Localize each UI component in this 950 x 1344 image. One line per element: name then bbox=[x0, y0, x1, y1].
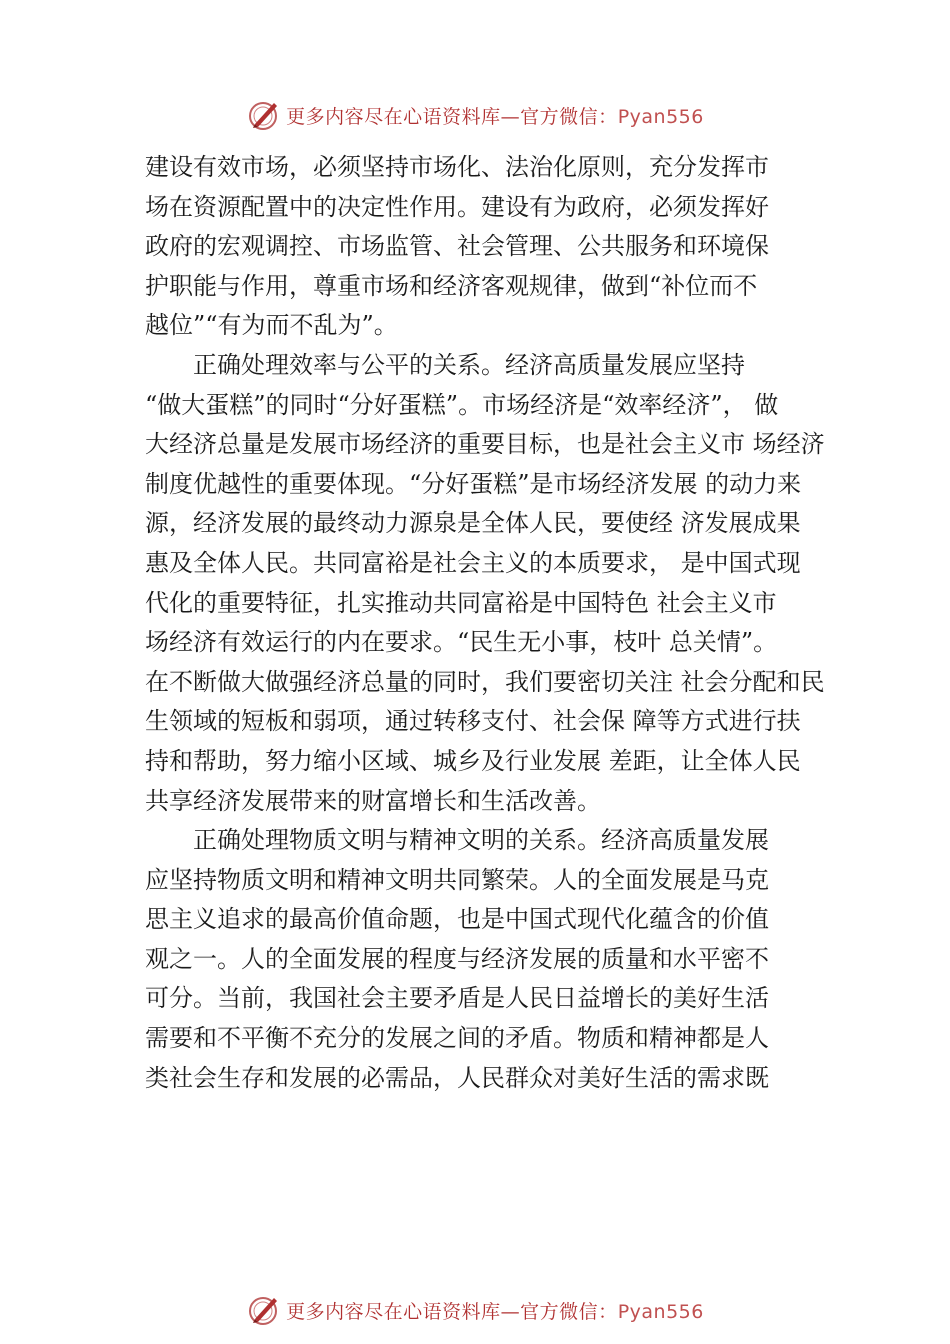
footer-banner-dash: — bbox=[500, 1300, 521, 1323]
text-line: 类社会生存和发展的必需品，人民群众对美好生活的需求既 bbox=[145, 1063, 769, 1092]
text-line: 场经济有效运行的内在要求。“民生无小事，枝叶 总关情”。 bbox=[145, 628, 778, 657]
header-banner bbox=[0, 95, 950, 135]
text-line: 建设有效市场，必须坚持市场化、法治化原则，充分发挥市 bbox=[145, 153, 769, 181]
footer-banner-main: 更多内容尽在心语资料库 bbox=[286, 1300, 501, 1323]
paragraph-heading-line: 正确处理物质文明与精神文明的关系。经济高质量发展 bbox=[193, 826, 769, 855]
text-line: 场在资源配置中的决定性作用。建设有为政府，必须发挥好 bbox=[145, 192, 769, 221]
header-banner-main: 更多内容尽在心语资料库 bbox=[286, 105, 501, 128]
text-line: 护职能与作用，尊重市场和经济客观规律，做到“补位而不 bbox=[145, 271, 758, 300]
body-text bbox=[145, 148, 835, 1098]
text-line: “做大蛋糕”的同时“分好蛋糕”。市场经济是“效率经济”， 做 bbox=[145, 390, 779, 419]
text-line: 政府的宏观调控、市场监管、社会管理、公共服务和环境保 bbox=[145, 232, 769, 261]
header-banner-wechat: 官方微信： bbox=[520, 105, 618, 128]
header-banner-id: Pyan556 bbox=[617, 105, 704, 128]
text-line: 需要和不平衡不充分的发展之间的矛盾。物质和精神都是人 bbox=[145, 1024, 769, 1053]
text-line: 持和帮助，努力缩小区域、城乡及行业发展 差距，让全体人民 bbox=[145, 746, 801, 775]
pen-logo-icon bbox=[246, 97, 282, 133]
text-line: 可分。当前，我国社会主要矛盾是人民日益增长的美好生活 bbox=[145, 984, 769, 1013]
text-line: 共享经济发展带来的财富增长和生活改善。 bbox=[145, 786, 601, 815]
text-line: 源，经济发展的最终动力源泉是全体人民，要使经 济发展成果 bbox=[145, 509, 801, 538]
text-line: 生领域的短板和弱项，通过转移支付、社会保 障等方式进行扶 bbox=[145, 707, 801, 736]
text-line: 观之一。人的全面发展的程度与经济发展的质量和水平密不 bbox=[145, 944, 769, 973]
footer-banner bbox=[0, 1290, 950, 1330]
text-line: 制度优越性的重要体现。“分好蛋糕”是市场经济发展 的动力来 bbox=[145, 469, 802, 498]
pen-logo-icon bbox=[246, 1292, 282, 1328]
paragraph-heading-line: 正确处理效率与公平的关系。经济高质量发展应坚持 bbox=[193, 350, 745, 379]
header-banner-text bbox=[286, 102, 704, 129]
text-line: 大经济总量是发展市场经济的重要目标，也是社会主义市 场经济 bbox=[145, 430, 825, 459]
text-line: 在不断做大做强经济总量的同时，我们要密切关注 社会分配和民 bbox=[145, 667, 825, 696]
text-line: 代化的重要特征，扎实推动共同富裕是中国特色 社会主义市 bbox=[145, 588, 777, 617]
text-line: 思主义追求的最高价值命题，也是中国式现代化蕴含的价值 bbox=[145, 905, 769, 934]
header-banner-dash: — bbox=[500, 105, 521, 128]
text-line: 越位”“有为而不乱为”。 bbox=[145, 311, 398, 340]
text-line: 应坚持物质文明和精神文明共同繁荣。人的全面发展是马克 bbox=[145, 865, 769, 894]
footer-banner-id: Pyan556 bbox=[617, 1300, 704, 1323]
footer-banner-text bbox=[286, 1297, 704, 1324]
text-line: 惠及全体人民。共同富裕是社会主义的本质要求， 是中国式现 bbox=[145, 548, 801, 577]
footer-banner-wechat: 官方微信： bbox=[520, 1300, 618, 1323]
